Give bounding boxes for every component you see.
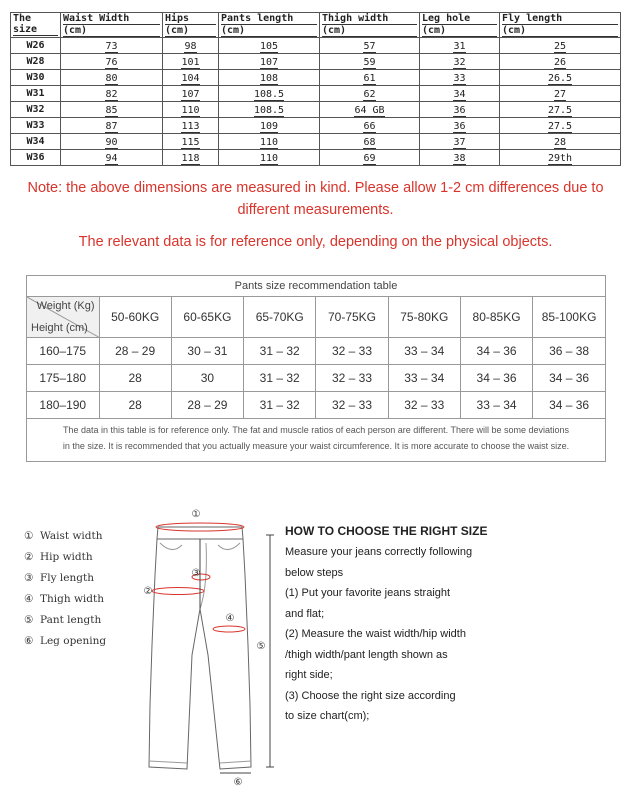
value-text: 105 [259, 41, 279, 52]
value-text: 110 [181, 105, 200, 116]
size-value [163, 38, 219, 54]
size-label: W28 [11, 54, 61, 70]
size-value [219, 70, 320, 86]
size-value [500, 134, 621, 150]
size-value [420, 150, 500, 166]
table-row [27, 365, 605, 392]
value-text: 118 [181, 153, 200, 164]
value-text: 29th [547, 153, 573, 164]
table-row [27, 392, 605, 419]
column-unit: (cm) [63, 25, 160, 37]
recommended-size: 30 [171, 365, 243, 392]
size-label: W36 [11, 150, 61, 166]
legend-label: Pant length [40, 614, 102, 626]
size-value [61, 86, 163, 102]
recommended-size: 28 – 29 [99, 338, 171, 365]
size-label: W31 [11, 86, 61, 102]
size-label: W32 [11, 102, 61, 118]
weight-label: Weight (Kg) [36, 300, 95, 312]
footnote-line: The data in this table is for reference only. The fat and muscle ratios of each person are different. There will be some deviations [62, 425, 570, 435]
size-label: W33 [11, 118, 61, 134]
legend-label: Waist width [40, 530, 103, 542]
size-label: W30 [11, 70, 61, 86]
size-value [500, 150, 621, 166]
size-value [420, 86, 500, 102]
how-to-line: (2) Measure the waist width/hip width [285, 628, 466, 640]
column-title: Fly length [502, 13, 618, 25]
recommended-size: 34 – 36 [533, 365, 605, 392]
size-label: W26 [11, 38, 61, 54]
size-value [163, 54, 219, 70]
weight-column-header: 75-80KG [388, 297, 460, 338]
legend-number: ③ [24, 572, 34, 584]
size-value [420, 134, 500, 150]
value-text: 69 [363, 153, 376, 164]
recommended-size: 31 – 32 [244, 392, 316, 419]
how-to-line: to size chart(cm); [285, 710, 370, 722]
value-text: 115 [181, 137, 200, 148]
value-text: 90 [105, 137, 118, 148]
how-to-line: and flat; [285, 607, 325, 620]
value-text: 110 [259, 137, 279, 148]
size-value [320, 86, 420, 102]
size-value [420, 54, 500, 70]
marker-thigh: ④ [225, 613, 235, 624]
recommended-size: 34 – 36 [533, 392, 605, 419]
table-row [11, 70, 621, 86]
value-text: 108 [259, 73, 279, 84]
column-unit: (cm) [502, 25, 618, 37]
weight-column-header: 60-65KG [171, 297, 243, 338]
size-column-header [61, 13, 163, 38]
recommended-size: 28 [99, 365, 171, 392]
legend-label: Fly length [40, 572, 94, 584]
table-row [11, 38, 621, 54]
value-text: 98 [184, 41, 197, 52]
value-text: 87 [105, 121, 118, 132]
table-row [27, 338, 605, 365]
weight-column-header: 85-100KG [533, 297, 605, 338]
right-pocket [218, 543, 240, 550]
column-title: Hips [165, 13, 216, 25]
table-row [11, 54, 621, 70]
size-value [500, 70, 621, 86]
value-text: 28 [553, 137, 567, 148]
size-value [219, 118, 320, 134]
value-text: 59 [363, 57, 376, 68]
legend-number: ④ [24, 593, 34, 605]
size-value [320, 102, 420, 118]
size-value [320, 118, 420, 134]
value-text: 85 [105, 105, 118, 116]
size-label: W34 [11, 134, 61, 150]
value-text: 107 [259, 57, 279, 68]
value-text: 61 [363, 73, 376, 84]
thigh-measure-mark [213, 626, 245, 632]
marker-leg-opening: ⑥ [233, 777, 243, 788]
size-column-header [420, 13, 500, 38]
weight-height-corner [27, 297, 99, 338]
size-value [500, 118, 621, 134]
size-value [500, 86, 621, 102]
value-text: 68 [363, 137, 376, 148]
size-value [500, 54, 621, 70]
recommended-size: 33 – 34 [388, 338, 460, 365]
legend-item [24, 633, 106, 654]
size-value [61, 134, 163, 150]
column-title: The size [13, 13, 58, 36]
left-pocket [160, 543, 182, 550]
size-value [320, 150, 420, 166]
value-text: 110 [259, 153, 279, 164]
size-value [320, 70, 420, 86]
column-title: Waist Width [63, 13, 160, 25]
value-text: 104 [181, 73, 200, 84]
value-text: 26.5 [547, 73, 573, 84]
value-text: 107 [181, 89, 200, 100]
size-value [420, 118, 500, 134]
recommended-size: 28 – 29 [171, 392, 243, 419]
size-value [61, 102, 163, 118]
value-text: 82 [105, 89, 118, 100]
recommended-size: 32 – 33 [316, 338, 388, 365]
legend-label: Leg opening [40, 635, 107, 647]
recommendation-footnote [27, 419, 605, 454]
legend-item [24, 591, 106, 612]
value-text: 38 [453, 153, 466, 164]
recommended-size: 32 – 33 [316, 365, 388, 392]
value-text: 34 [453, 89, 466, 100]
value-text: 36 [453, 105, 466, 116]
size-value [163, 102, 219, 118]
fly-stitch [200, 543, 206, 609]
how-to-line: /thigh width/pant length shown as [285, 648, 448, 661]
size-value [219, 102, 320, 118]
size-value [163, 150, 219, 166]
marker-length: ⑤ [256, 641, 266, 652]
size-column-header [219, 13, 320, 38]
legend-item [24, 549, 106, 570]
size-value [163, 86, 219, 102]
value-text: 31 [453, 41, 466, 52]
recommended-size: 34 – 36 [460, 338, 532, 365]
size-table [10, 12, 621, 166]
footnote-line: in the size. It is recommended that you actually measure your waist circumference. It is more accurate to choose the waist size. [62, 441, 570, 451]
table-row [11, 150, 621, 166]
size-value [320, 54, 420, 70]
waistband [157, 527, 243, 539]
recommendation-header-row [27, 297, 605, 338]
value-text: 94 [105, 153, 118, 164]
size-value [420, 38, 500, 54]
column-unit: (cm) [422, 25, 497, 37]
weight-column-header: 65-70KG [244, 297, 316, 338]
value-text: 76 [105, 57, 118, 68]
table-row [11, 134, 621, 150]
column-unit: (cm) [221, 25, 317, 37]
size-column-header [320, 13, 420, 38]
recommendation-grid [27, 297, 605, 419]
column-title: Pants length [221, 13, 317, 25]
how-to-choose-section [285, 524, 505, 727]
value-text: 32 [453, 57, 466, 68]
weight-column-header: 70-75KG [316, 297, 388, 338]
marker-fly: ③ [191, 568, 201, 579]
marker-hip: ② [143, 586, 153, 597]
how-to-line: (3) Choose the right size according [285, 689, 456, 702]
value-text: 33 [453, 73, 466, 84]
column-title: Leg hole [422, 13, 497, 25]
size-value [61, 70, 163, 86]
size-value [219, 86, 320, 102]
legend-item [24, 612, 106, 633]
size-value [500, 102, 621, 118]
size-value [219, 38, 320, 54]
value-text: 36 [453, 121, 466, 132]
recommended-size: 34 – 36 [460, 365, 532, 392]
legend-number: ① [24, 530, 34, 542]
legend-number: ⑤ [24, 614, 34, 626]
how-to-line: below steps [285, 566, 344, 579]
size-column-header [163, 13, 219, 38]
recommended-size: 31 – 32 [244, 365, 316, 392]
marker-waist: ① [191, 509, 201, 520]
value-text: 62 [363, 89, 376, 100]
recommended-size: 30 – 31 [171, 338, 243, 365]
value-text: 66 [363, 121, 376, 132]
size-value [420, 102, 500, 118]
legend-item [24, 570, 106, 591]
height-range: 160–175 [27, 338, 99, 365]
how-to-title: HOW TO CHOOSE THE RIGHT SIZE [285, 524, 488, 538]
measurement-legend [24, 528, 106, 654]
recommendation-title: Pants size recommendation table [27, 276, 605, 297]
size-value [163, 134, 219, 150]
recommended-size: 32 – 33 [316, 392, 388, 419]
size-value [61, 38, 163, 54]
table-row [11, 102, 621, 118]
height-range: 175–180 [27, 365, 99, 392]
recommendation-table [26, 275, 606, 462]
recommended-size: 32 – 33 [388, 392, 460, 419]
legend-number: ② [24, 551, 34, 563]
size-value [61, 150, 163, 166]
size-value [219, 54, 320, 70]
left-hem [149, 761, 187, 763]
value-text: 113 [181, 121, 200, 132]
value-text: 73 [105, 41, 118, 52]
how-to-line: Measure your jeans correctly following [285, 546, 473, 558]
value-text: 101 [181, 57, 200, 68]
value-text: 27.5 [547, 121, 573, 132]
how-to-steps [285, 542, 505, 727]
value-text: 108.5 [253, 89, 285, 100]
size-value [61, 54, 163, 70]
value-text: 37 [453, 137, 466, 148]
recommended-size: 31 – 32 [244, 338, 316, 365]
value-text: 26 [553, 57, 567, 68]
value-text: 108.5 [253, 105, 285, 116]
value-text: 27 [553, 89, 567, 100]
height-label: Height (cm) [31, 322, 88, 334]
legend-label: Thigh width [40, 593, 104, 605]
size-value [320, 134, 420, 150]
size-value [61, 118, 163, 134]
column-unit: (cm) [322, 25, 417, 37]
legend-number: ⑥ [24, 635, 34, 647]
weight-column-header: 80-85KG [460, 297, 532, 338]
recommended-size: 28 [99, 392, 171, 419]
value-text: 25 [553, 41, 567, 52]
how-to-line: right side; [285, 669, 333, 681]
size-column-header [11, 13, 61, 38]
hip-measure-mark [152, 588, 204, 595]
right-hem [220, 761, 251, 763]
reference-note: The relevant data is for reference only, depending on the physical objects. [78, 234, 553, 250]
jeans-diagram [130, 505, 280, 790]
size-table-body [11, 38, 621, 166]
table-row [11, 86, 621, 102]
size-value [320, 38, 420, 54]
value-text: 57 [363, 41, 376, 52]
value-text: 64 GB [354, 105, 385, 116]
weight-column-header: 50-60KG [99, 297, 171, 338]
size-table-header [11, 13, 621, 38]
recommended-size: 36 – 38 [533, 338, 605, 365]
size-value [420, 70, 500, 86]
legend-label: Hip width [40, 551, 93, 563]
recommended-size: 33 – 34 [460, 392, 532, 419]
measurement-note: Note: the above dimensions are measured in kind. Please allow 1-2 cm differences due to different measurements. [27, 180, 604, 218]
height-range: 180–190 [27, 392, 99, 419]
column-unit: (cm) [165, 25, 216, 37]
legend-item [24, 528, 106, 549]
size-column-header [500, 13, 621, 38]
value-text: 109 [259, 121, 279, 132]
size-value [219, 134, 320, 150]
table-row [11, 118, 621, 134]
column-title: Thigh width [322, 13, 417, 25]
size-value [500, 38, 621, 54]
value-text: 80 [105, 73, 118, 84]
size-value [163, 118, 219, 134]
recommended-size: 33 – 34 [388, 365, 460, 392]
size-value [219, 150, 320, 166]
how-to-line: (1) Put your favorite jeans straight [285, 587, 451, 599]
size-value [163, 70, 219, 86]
value-text: 27.5 [547, 105, 573, 116]
